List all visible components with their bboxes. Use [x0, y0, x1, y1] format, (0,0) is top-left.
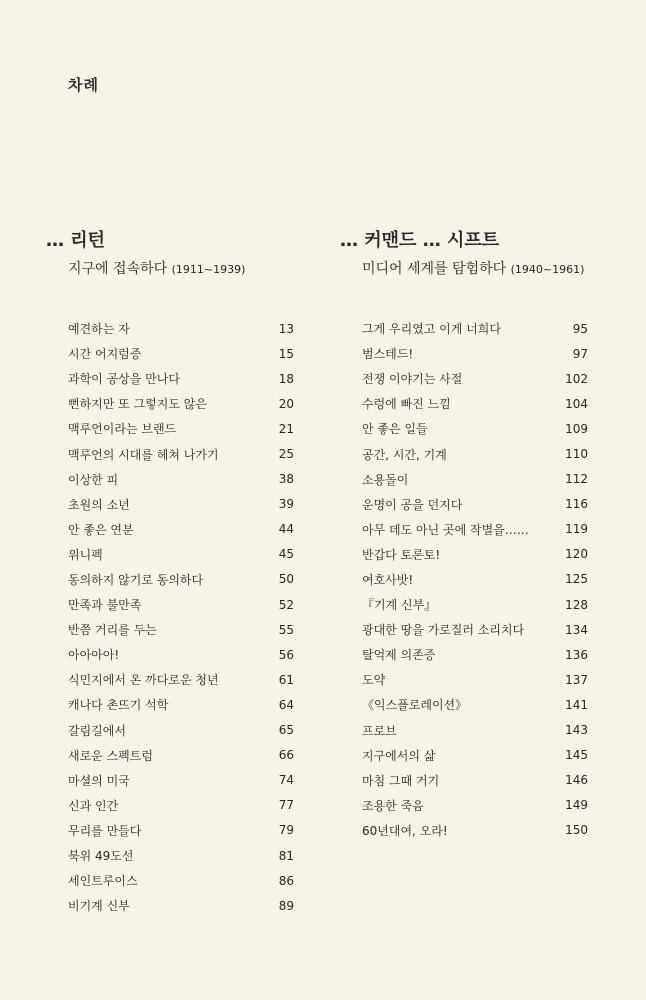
toc-entry-page: 89	[278, 898, 294, 913]
toc-entry-title: 탈억제 의존증	[362, 648, 436, 663]
toc-entry	[362, 667, 588, 692]
toc-entry-page: 145	[565, 748, 588, 763]
toc-entry-page: 137	[565, 672, 588, 687]
toc-entry-title: 범스테드!	[362, 347, 414, 362]
toc-entry-title: 운명이 공을 던지다	[362, 497, 463, 512]
toc-entry-title: 신과 인간	[68, 798, 119, 813]
toc-entry-title: 새로운 스펙트럼	[68, 748, 153, 763]
toc-entry-title: 광대한 땅을 가로질러 소리치다	[362, 623, 525, 638]
toc-entry	[68, 718, 294, 743]
toc-entry	[362, 592, 588, 617]
toc-entry-title: 프로브	[362, 723, 397, 738]
toc-entry	[362, 341, 588, 366]
toc-entry-page: 143	[565, 723, 588, 738]
part-heading: … 리턴	[46, 230, 106, 251]
toc-entry-title: 여호사밧!	[362, 572, 414, 587]
part-command-shift	[340, 228, 590, 280]
toc-entry-page: 149	[565, 798, 588, 813]
toc-entry-page: 141	[565, 697, 588, 712]
toc-entry-page: 21	[278, 421, 294, 436]
toc-entry	[68, 768, 294, 793]
toc-entry	[68, 391, 294, 416]
toc-entry-page: 120	[565, 547, 588, 562]
toc-entry-title: 아아아아!	[68, 648, 120, 663]
toc-entry-title: 갈림길에서	[68, 723, 126, 738]
toc-entry-title: 조용한 죽음	[362, 798, 424, 813]
toc-entry-page: 146	[565, 773, 588, 788]
toc-entry	[362, 793, 588, 818]
toc-entry-page: 81	[278, 848, 294, 863]
toc-entry-page: 77	[278, 798, 294, 813]
toc-entry-title: 아무 데도 아닌 곳에 작별을……	[362, 522, 529, 537]
toc-entry-page: 61	[278, 672, 294, 687]
toc-entry	[68, 818, 294, 843]
toc-list-part-2	[362, 316, 588, 843]
toc-entry-title: 동의하지 않기로 동의하다	[68, 572, 204, 587]
toc-entry-page: 128	[565, 597, 588, 612]
toc-entry	[362, 617, 588, 642]
toc-entry	[68, 341, 294, 366]
part-subtitle-text: 미디어 세계를 탐험하다	[362, 261, 507, 277]
toc-entry-title: 반갑다 토론토!	[362, 547, 441, 562]
part-years: (1911~1939)	[171, 263, 246, 276]
toc-entry-page: 18	[278, 371, 294, 386]
toc-entry-title: 맥루언이라는 브랜드	[68, 422, 177, 437]
toc-entry	[68, 542, 294, 567]
toc-entry	[68, 416, 294, 441]
toc-entry-page: 25	[278, 447, 294, 462]
toc-entry-page: 150	[565, 823, 588, 838]
part-subtitle	[68, 259, 296, 280]
toc-entry-page: 45	[278, 547, 294, 562]
toc-entry	[68, 567, 294, 592]
toc-entry	[362, 768, 588, 793]
toc-entry-title: 위니펙	[68, 547, 103, 562]
toc-entry	[362, 391, 588, 416]
toc-entry	[362, 441, 588, 466]
toc-entry-title: 마침 그때 거기	[362, 773, 440, 788]
toc-entry-title: 비기계 신부	[68, 899, 130, 914]
toc-entry-title: 식민지에서 온 까다로운 청년	[68, 673, 219, 688]
toc-entry-page: 20	[278, 396, 294, 411]
toc-list-part-1	[68, 316, 294, 918]
toc-entry-page: 119	[565, 522, 588, 537]
toc-entry	[68, 743, 294, 768]
page-title: 차례	[68, 76, 99, 94]
toc-entry-title: 북위 49도선	[68, 849, 134, 864]
toc-entry	[362, 517, 588, 542]
toc-entry	[68, 692, 294, 717]
toc-entry-page: 39	[278, 497, 294, 512]
toc-entry-page: 50	[278, 572, 294, 587]
toc-entry-page: 52	[278, 597, 294, 612]
toc-entry	[68, 667, 294, 692]
toc-entry-title: 이상한 피	[68, 472, 119, 487]
toc-entry	[68, 893, 294, 918]
toc-entry-page: 55	[278, 622, 294, 637]
toc-entry-title: 전쟁 이야기는 사절	[362, 372, 463, 387]
toc-entry-page: 44	[278, 522, 294, 537]
part-subtitle	[362, 259, 590, 280]
toc-entry-page: 116	[565, 497, 588, 512]
toc-entry-title: 안 좋은 연분	[68, 522, 134, 537]
toc-entry	[362, 416, 588, 441]
toc-entry-title: 수렁에 빠진 느낌	[362, 397, 451, 412]
part-subtitle-text: 지구에 접속하다	[68, 261, 168, 277]
toc-entry-page: 86	[278, 873, 294, 888]
toc-entry-title: 《익스플로레이션》	[362, 698, 468, 713]
toc-entry-title: 소용돌이	[362, 472, 409, 487]
toc-entry-page: 134	[565, 622, 588, 637]
toc-entry	[362, 692, 588, 717]
toc-entry-title: 초원의 소년	[68, 497, 130, 512]
toc-entry-page: 38	[278, 472, 294, 487]
toc-entry	[68, 868, 294, 893]
toc-entry	[68, 642, 294, 667]
toc-entry-page: 136	[565, 647, 588, 662]
toc-entry-title: 맥루언의 시대를 헤쳐 나가기	[68, 447, 219, 462]
toc-entry-page: 95	[572, 321, 588, 336]
toc-entry-page: 102	[565, 371, 588, 386]
toc-entry-title: 지구에서의 삶	[362, 748, 436, 763]
toc-entry-page: 110	[565, 447, 588, 462]
toc-entry-page: 15	[278, 346, 294, 361]
toc-entry-page: 109	[565, 421, 588, 436]
toc-entry-title: 세인트루이스	[68, 874, 138, 889]
toc-entry-page: 64	[278, 697, 294, 712]
toc-entry-title: 마셜의 미국	[68, 773, 130, 788]
toc-entry-title: 과학이 공상을 만나다	[68, 372, 180, 387]
toc-entry-title: 뻔하지만 또 그렇지도 않은	[68, 397, 207, 412]
toc-entry	[362, 467, 588, 492]
part-years: (1940~1961)	[510, 263, 585, 276]
toc-entry	[68, 441, 294, 466]
toc-entry-title: 무리를 만들다	[68, 823, 142, 838]
toc-entry	[68, 617, 294, 642]
toc-entry-title: 『기계 신부』	[362, 598, 437, 613]
toc-entry-title: 도약	[362, 673, 386, 688]
toc-entry	[362, 492, 588, 517]
toc-entry-page: 112	[565, 472, 588, 487]
toc-entry	[68, 316, 294, 341]
toc-entry	[68, 517, 294, 542]
toc-entry	[68, 492, 294, 517]
toc-entry	[362, 567, 588, 592]
toc-entry-title: 공간, 시간, 기계	[362, 447, 447, 462]
toc-entry-page: 97	[572, 346, 588, 361]
toc-entry-title: 캐나다 촌뜨기 석학	[68, 698, 169, 713]
toc-entry	[362, 818, 588, 843]
toc-entry	[362, 316, 588, 341]
toc-entry-title: 그게 우리였고 이게 너희다	[362, 322, 501, 337]
toc-entry	[362, 718, 588, 743]
toc-entry	[362, 642, 588, 667]
toc-entry	[68, 366, 294, 391]
toc-entry-page: 74	[278, 773, 294, 788]
toc-entry-page: 65	[278, 723, 294, 738]
part-heading: … 커맨드 … 시프트	[340, 230, 500, 251]
toc-entry-page: 104	[565, 396, 588, 411]
toc-entry-title: 반쯤 거리를 두는	[68, 623, 157, 638]
toc-entry-page: 125	[565, 572, 588, 587]
toc-entry-title: 안 좋은 일들	[362, 422, 428, 437]
toc-entry	[68, 592, 294, 617]
toc-entry-title: 만족과 불만족	[68, 598, 142, 613]
toc-entry	[362, 542, 588, 567]
toc-entry	[362, 743, 588, 768]
toc-entry	[68, 793, 294, 818]
toc-entry-page: 79	[278, 823, 294, 838]
part-return	[46, 228, 296, 280]
toc-entry-title: 60년대여, 오라!	[362, 823, 448, 838]
toc-entry	[362, 366, 588, 391]
toc-entry	[68, 467, 294, 492]
toc-entry-page: 66	[278, 748, 294, 763]
toc-entry-title: 예견하는 자	[68, 322, 130, 337]
toc-entry-page: 13	[278, 321, 294, 336]
toc-entry-page: 56	[278, 647, 294, 662]
toc-entry-title: 시간 어지럼증	[68, 347, 142, 362]
toc-entry	[68, 843, 294, 868]
